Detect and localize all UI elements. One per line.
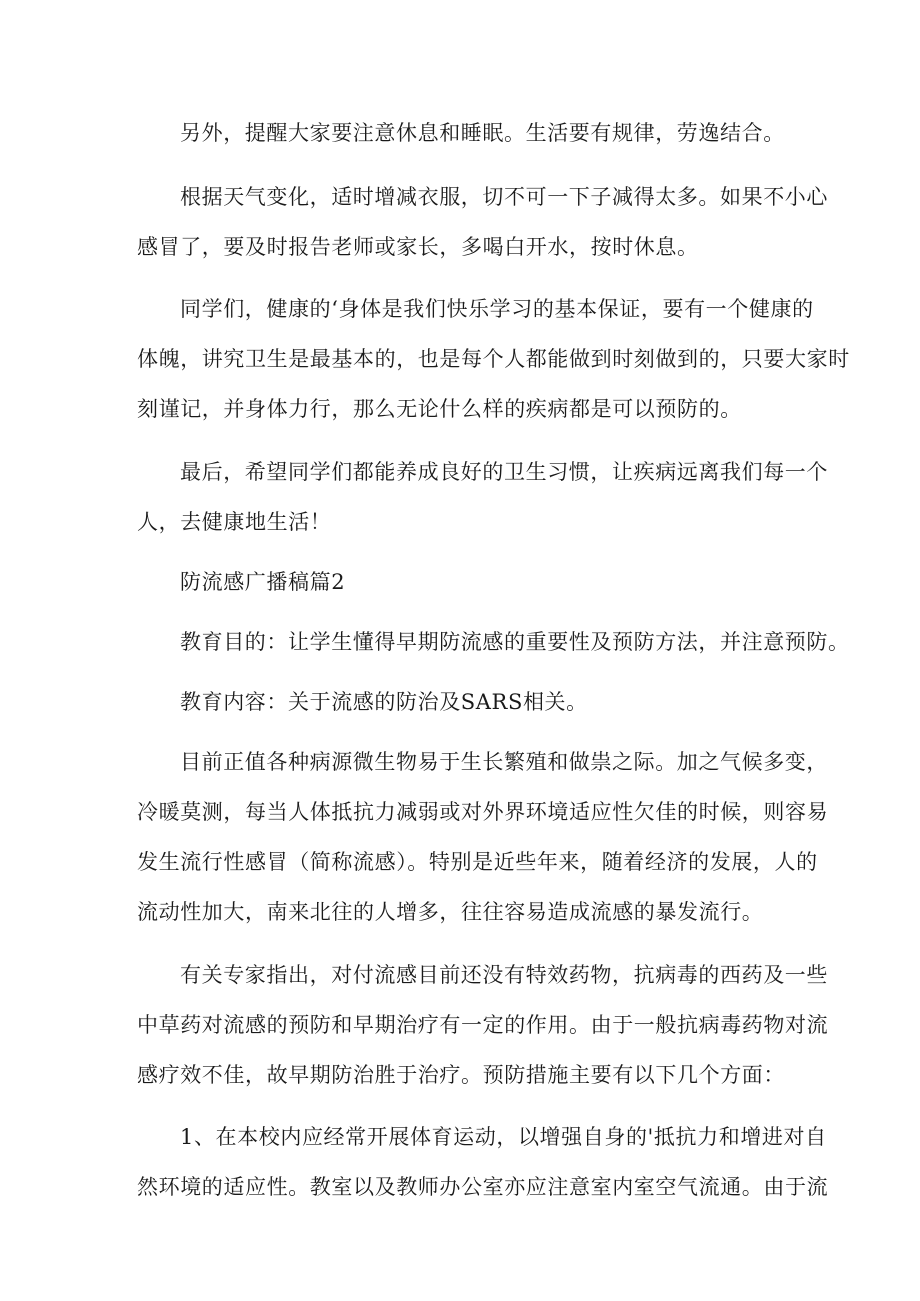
paragraph-4-line-2: 人，去健康地生活！ — [137, 510, 332, 534]
paragraph-2-line-2: 感冒了，要及时报告老师或家长，多喝白开水，按时休息。 — [137, 235, 699, 259]
section-heading: 防流感广播稿篇2 — [180, 570, 346, 594]
paragraph-3-line-1: 同学们，健康的‘身体是我们快乐学习的基本保证，要有一个健康的 — [180, 297, 814, 321]
paragraph-2-line-1: 根据天气变化，适时增减衣服，切不可一下子减得太多。如果不小心 — [180, 185, 828, 209]
paragraph-8-line-4: 流动性加大，南来北往的人增多，往往容易造成流感的暴发流行。 — [137, 900, 764, 924]
paragraph-4-line-1: 最后，希望同学们都能养成良好的卫生习惯，让疾病远离我们每一个 — [180, 460, 828, 484]
paragraph-9-line-1: 有关专家指出，对付流感目前还没有特效药物，抗病毒的西药及一些 — [180, 963, 828, 987]
paragraph-9-line-2: 中草药对流感的预防和早期治疗有一定的作用。由于一般抗病毒药物对流 — [137, 1013, 829, 1037]
education-content: 教育内容：关于流感的防治及SARS相关。 — [180, 690, 588, 714]
paragraph-1-line-1: 另外，提醒大家要注意休息和睡眠。生活要有规律，劳逸结合。 — [180, 121, 785, 145]
paragraph-10-line-1: 1、在本校内应经常开展体育运动，以增强自身的'抵抗力和增进对自 — [180, 1125, 827, 1149]
paragraph-3-line-3: 刻谨记，并身体力行，那么无论什么样的疾病都是可以预防的。 — [137, 397, 742, 421]
paragraph-8-line-1: 目前正值各种病源微生物易于生长繁殖和做祟之际。加之气候多变， — [180, 750, 828, 774]
paragraph-8-line-3: 发生流行性感冒（简称流感）。特别是近些年来，随着经济的发展，人的 — [137, 850, 818, 874]
paragraph-9-line-3: 感疗效不佳，故早期防治胜于治疗。预防措施主要有以下几个方面： — [137, 1063, 785, 1087]
paragraph-10-line-2: 然环境的适应性。教室以及教师办公室亦应注意室内室空气流通。由于流 — [137, 1175, 829, 1199]
paragraph-3-line-2: 体魄，讲究卫生是最基本的，也是每个人都能做到时刻做到的，只要大家时 — [137, 347, 850, 371]
paragraph-8-line-2: 冷暖莫测，每当人体抵抗力减弱或对外界环境适应性欠佳的时候，则容易 — [137, 800, 829, 824]
education-objective: 教育目的：让学生懂得早期防流感的重要性及预防方法，并注意预防。 — [180, 630, 850, 654]
